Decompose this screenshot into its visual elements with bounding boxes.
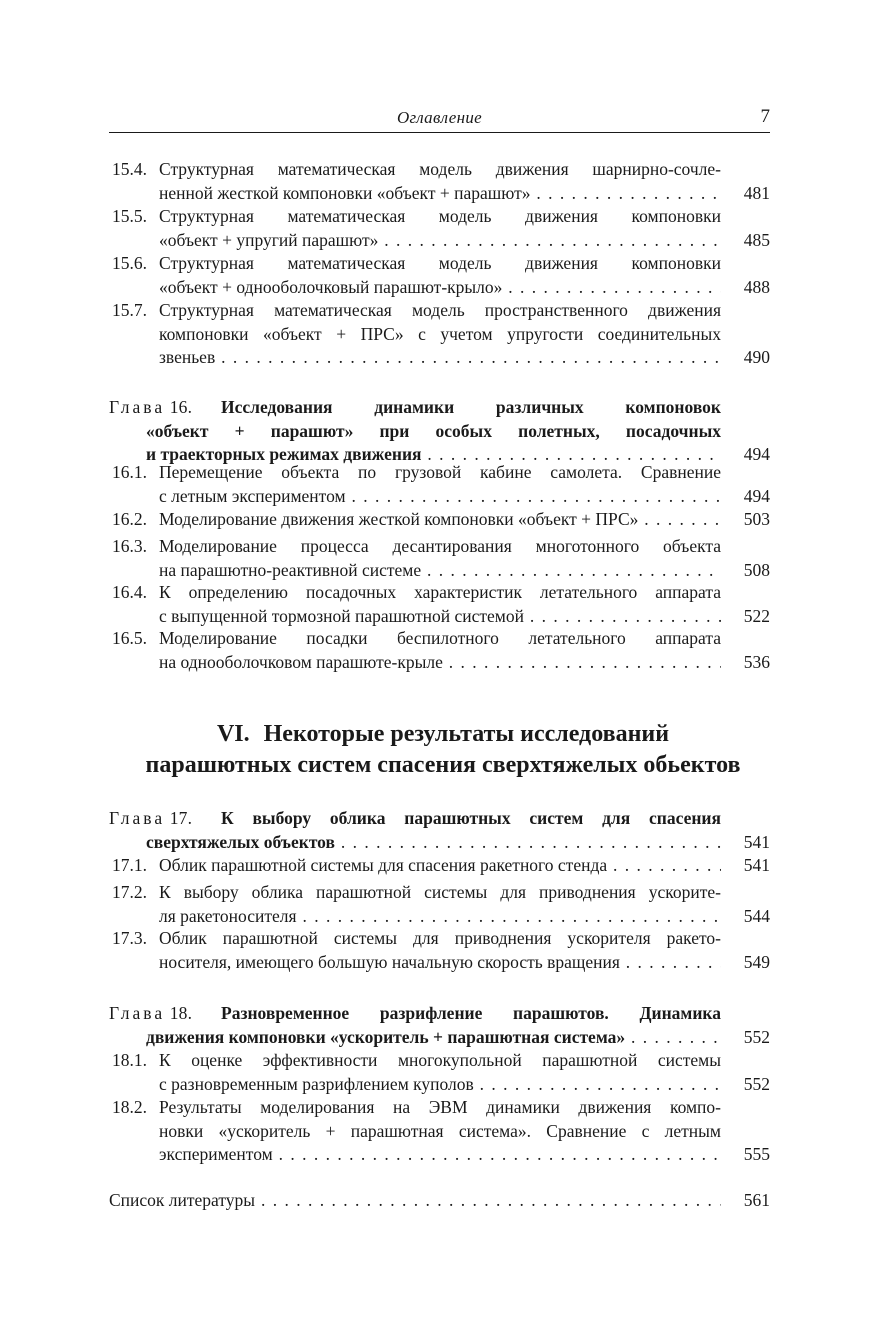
toc-entry-text-line: на парашютно-реактивной системе . . . <box>159 559 721 583</box>
toc-entry-page: 503 <box>743 509 770 529</box>
toc-entry-text-line: на однооболочковом парашюте-крыле . . . <box>159 651 721 675</box>
toc-entry-page: 561 <box>743 1190 770 1210</box>
toc-entry-number: 15.6. <box>112 253 147 273</box>
toc-entry-text-line: К оценке эффективности многокупольной парашютной системы <box>159 1050 721 1070</box>
toc-entry-number: 16.3. <box>112 536 147 556</box>
chapter-title-line: К выбору облика парашютных систем для спасения <box>221 808 721 828</box>
toc-entry-number: 16.4. <box>112 582 147 602</box>
toc-entry-page: 552 <box>743 1026 770 1047</box>
toc-entry-page: 494 <box>743 485 770 506</box>
toc-entry-number: 18.1. <box>112 1050 147 1070</box>
running-head-page-number: 7 <box>760 106 770 127</box>
toc-entry-text-line: Структурная математическая модель движения компоновки <box>159 253 721 273</box>
toc-entry-text-line: «объект + упругий парашют» . . . <box>159 229 721 253</box>
toc-entry-page: 549 <box>743 951 770 972</box>
toc-entry-text-line: ненной жесткой компоновки «объект + парашют» . . . <box>159 182 721 206</box>
toc-entry-page: 481 <box>743 182 770 203</box>
toc-entry-page: 555 <box>743 1144 770 1164</box>
toc-entry-number: 17.2. <box>112 882 147 902</box>
toc-entry-text-line: ля ракетоносителя . . . <box>159 905 721 929</box>
toc-entry-text-line: Облик парашютной системы для приводнения ускорителя ракето- <box>159 928 721 948</box>
toc-entry-text-line: звеньев . . . <box>159 346 721 370</box>
part-6-heading <box>0 718 886 751</box>
toc-entry-page: 536 <box>743 651 770 672</box>
toc-entry-number: 16.5. <box>112 628 147 648</box>
toc-entry-text-line: Результаты моделирования на ЭВМ динамики движения компо- <box>159 1097 721 1117</box>
toc-entry-page: 485 <box>743 229 770 250</box>
toc-entry-page: 541 <box>743 831 770 852</box>
part-title-line: Некоторые результаты исследований <box>263 721 670 747</box>
toc-entry-text-line: Перемещение объекта по грузовой кабине самолета. Сравнение <box>159 462 721 482</box>
toc-entry-text-line: носителя, имеющего большую начальную скорость вращения . . . <box>159 951 721 975</box>
running-head <box>109 106 770 133</box>
toc-entry-text-line: К выбору облика парашютной системы для приводнения ускорите- <box>159 882 721 902</box>
toc-entry-text-line: Структурная математическая модель пространственного движения <box>159 300 721 320</box>
toc-entry-text-line: компоновки «объект + ПРС» с учетом упругости соединительных <box>159 323 721 344</box>
toc-entry-text-line: с выпущенной тормозной парашютной системой . . . <box>159 605 721 629</box>
toc-entry-text-line: «объект + однооболочковый парашют-крыло» . . . <box>159 276 721 300</box>
toc-entry-page: 490 <box>743 347 770 367</box>
toc-entry-text-line: с летным экспериментом . . . <box>159 485 721 509</box>
chapter-title-line: сверхтяжелых объектов . . . <box>146 831 721 855</box>
chapter-label: Глава 18. <box>109 1003 193 1023</box>
part-title-line: парашютных систем спасения сверхтяжелых обьектов <box>145 752 741 778</box>
toc-entry-text-line: с разновременным разрифлением куполов . . . <box>159 1073 721 1097</box>
toc-entry-page: 508 <box>743 559 770 580</box>
chapter-title-line: «объект + парашют» при особых полетных, посадочных <box>146 420 721 441</box>
chapter-title-line: и траекторных режимах движения . . . <box>146 443 721 467</box>
toc-entry-page: 544 <box>743 905 770 926</box>
chapter-label: Глава 17. <box>109 808 193 828</box>
toc-entry-text-line: новки «ускоритель + парашютная система». Сравнение с летным <box>159 1120 721 1141</box>
toc-entry-number: 16.1. <box>112 462 147 482</box>
toc-entry-page: 552 <box>743 1073 770 1094</box>
toc-entry-page: 494 <box>743 444 770 464</box>
toc-entry-number: 18.2. <box>112 1097 147 1117</box>
part-6-heading-line-2 <box>0 749 886 782</box>
toc-entry-text-line: Облик парашютной системы для спасения ракетного стенда . . . <box>159 854 721 878</box>
toc-entry-number: 15.7. <box>112 300 147 320</box>
chapter-title-line: Исследования динамики различных компоновок <box>221 397 721 417</box>
part-roman-numeral: VI. <box>216 721 250 747</box>
toc-entry-text-line: Список литературы . . . <box>109 1189 721 1213</box>
toc-entry-text-line: Моделирование процесса десантирования многотонного объекта <box>159 536 721 556</box>
running-head-title: Оглавление <box>396 108 483 127</box>
toc-entry-number: 15.4. <box>112 159 147 179</box>
toc-entry-text-line: К определению посадочных характеристик летательного аппарата <box>159 582 721 602</box>
toc-entry-text-line: Структурная математическая модель движения шарнирно-сочле- <box>159 159 721 179</box>
toc-entry-number: 17.1. <box>112 855 147 875</box>
toc-entry-number: 15.5. <box>112 206 147 226</box>
toc-entry-text-line: Структурная математическая модель движения компоновки <box>159 206 721 226</box>
toc-entry-page: 488 <box>743 276 770 297</box>
toc-entry-text-line: Моделирование движения жесткой компоновки «объект + ПРС» . . . <box>159 508 721 532</box>
chapter-title-line: Разновременное разрифление парашютов. Динамика <box>221 1003 721 1023</box>
toc-entry-page: 541 <box>743 855 770 875</box>
toc-entry-number: 16.2. <box>112 509 147 529</box>
toc-entry-number: 17.3. <box>112 928 147 948</box>
chapter-label: Глава 16. <box>109 397 193 417</box>
toc-entry-text-line: Моделирование посадки беспилотного летательного аппарата <box>159 628 721 648</box>
toc-entry-text-line: экспериментом . . . <box>159 1143 721 1167</box>
toc-entry-page: 522 <box>743 605 770 626</box>
chapter-title-line: движения компоновки «ускоритель + парашютная система» . . . <box>146 1026 721 1050</box>
